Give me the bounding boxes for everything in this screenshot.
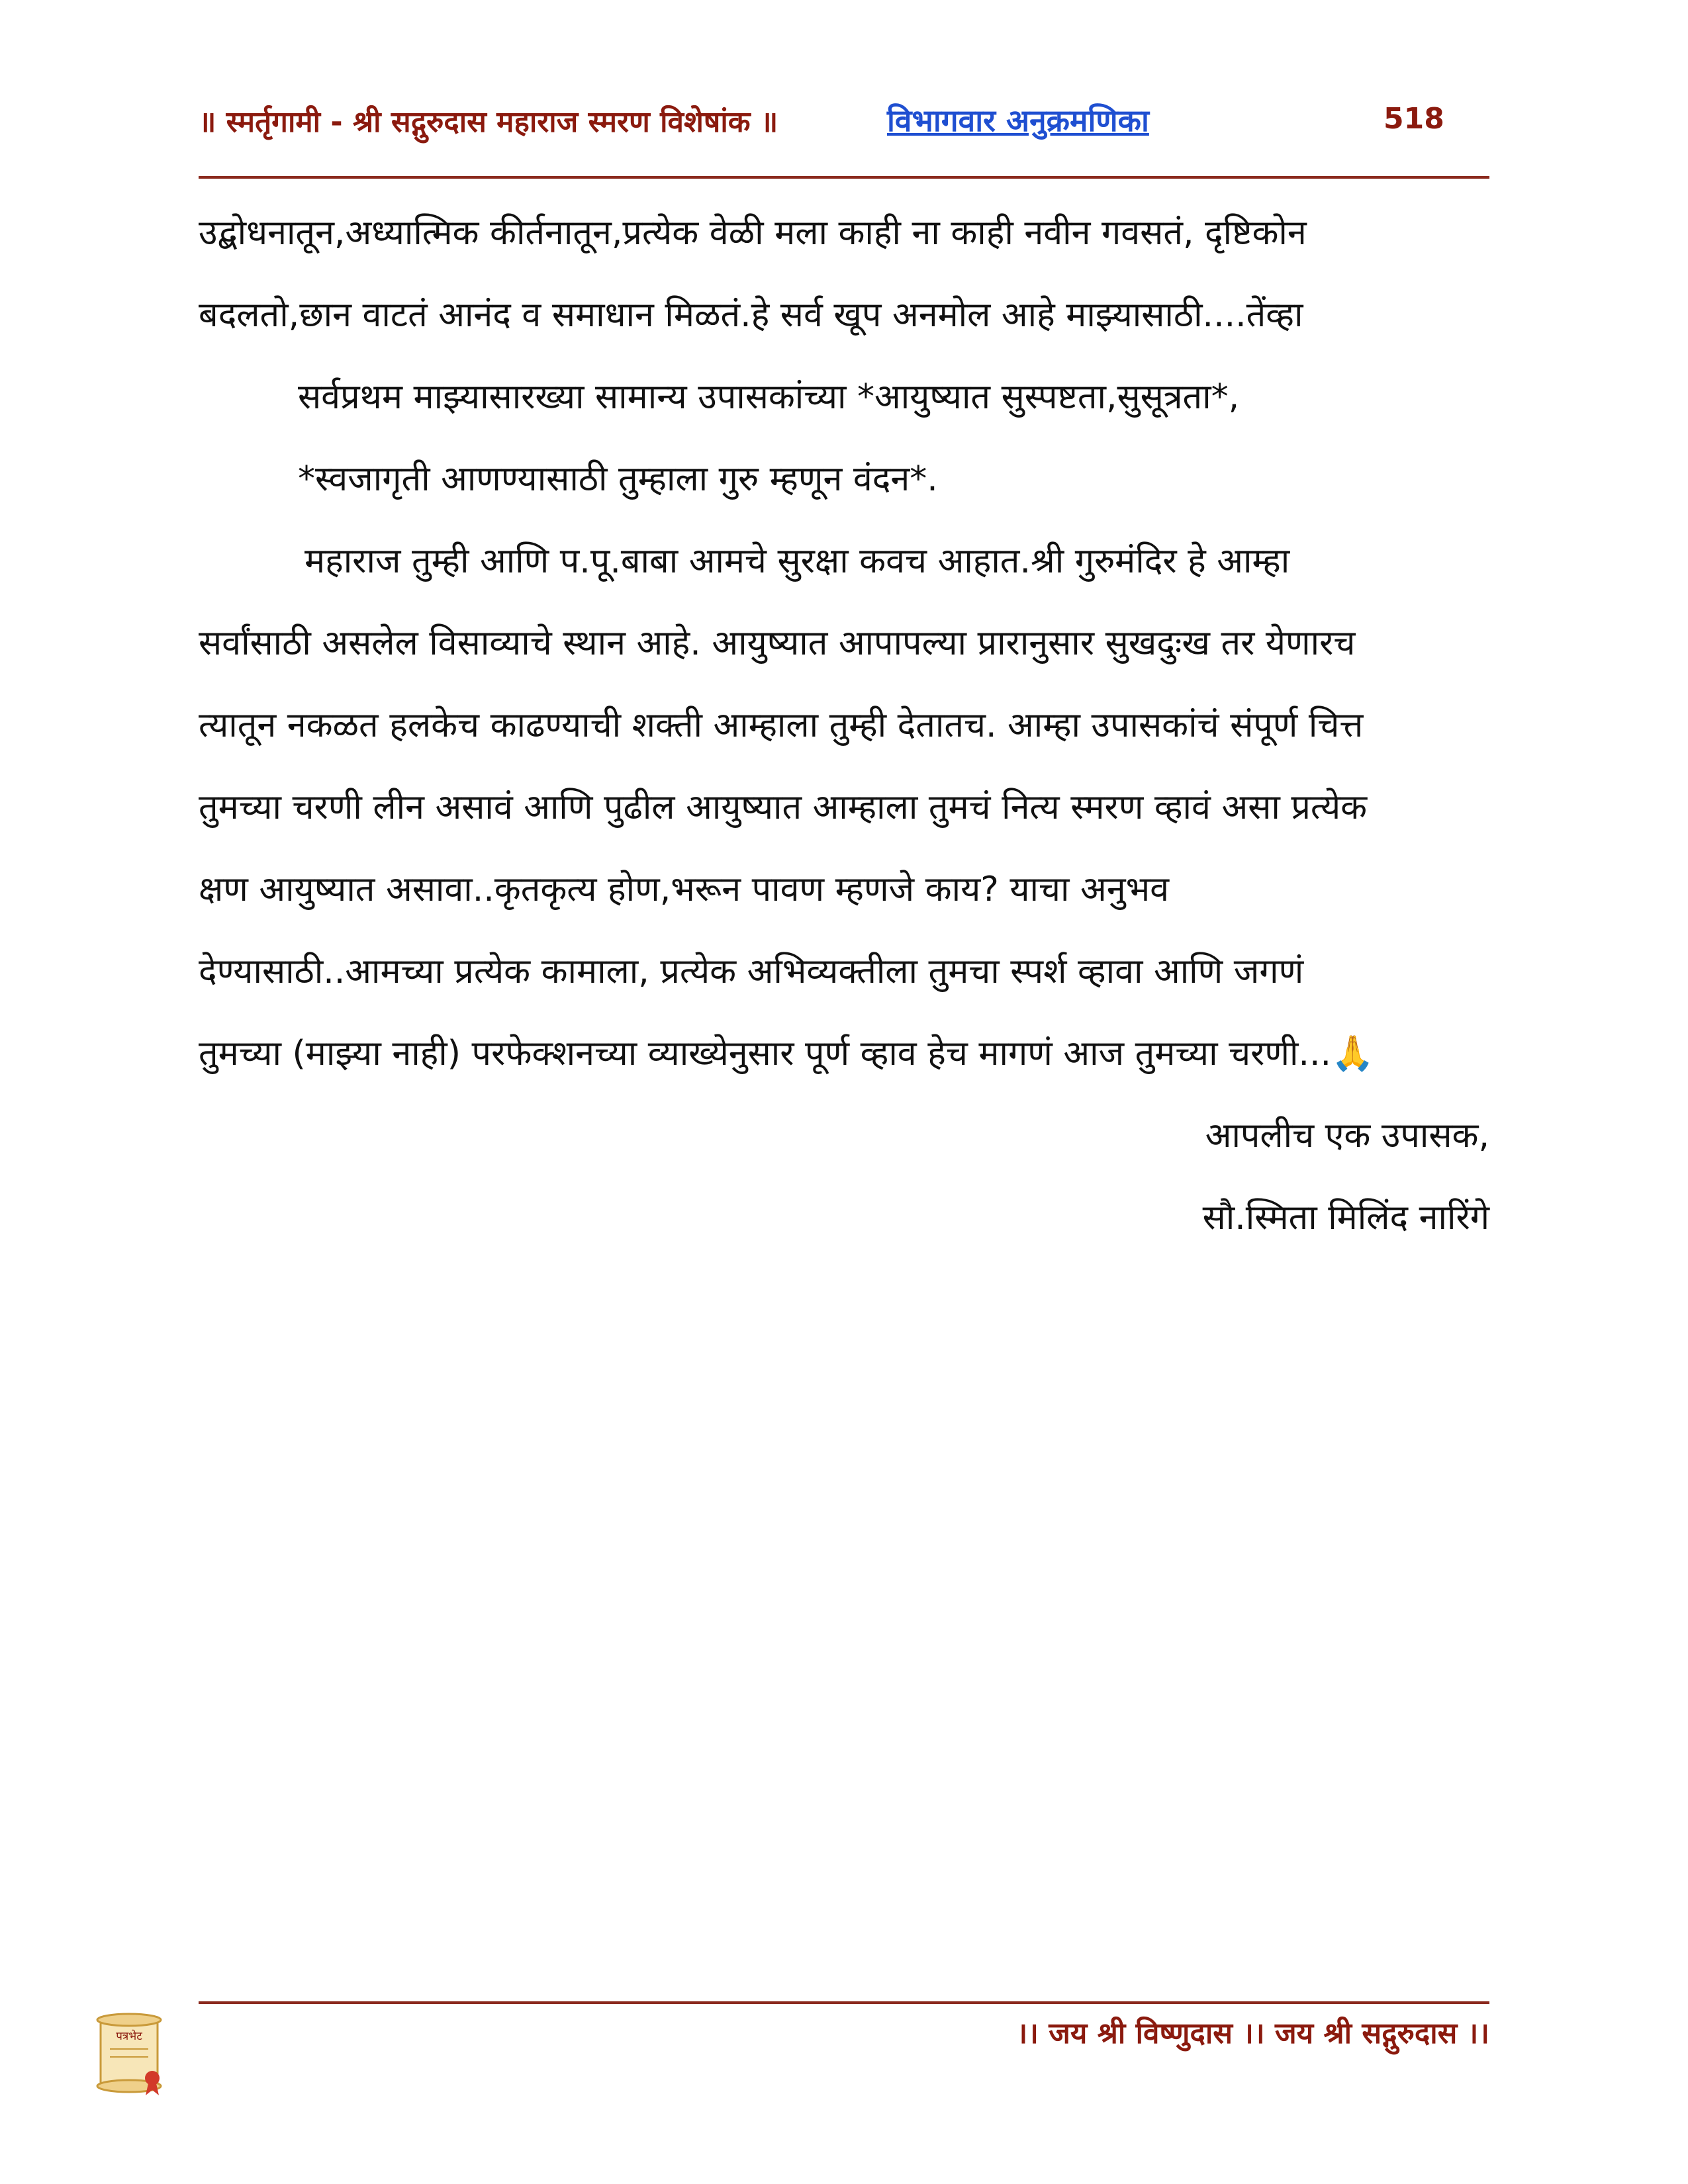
logo-text: पत्रभेट [116,2030,142,2043]
body-line: उद्बोधनातून,अध्यात्मिक कीर्तनातून,प्रत्येक वेळी मला काही ना काही नवीन गवसतं, दृष्टिकोन [199,213,1307,253]
footer-divider [199,2001,1489,2004]
body-line: सर्वप्रथम माझ्यासारख्या सामान्य उपासकांच्या *आयुष्यात सुस्पष्टता,सुसूत्रता*, [298,377,1240,417]
header-title: ॥ स्मर्तृगामी - श्री सद्गुरुदास महाराज स्मरण विशेषांक ॥ [199,105,778,139]
signature: सौ.स्मिता मिलिंद नारिंगे [1202,1198,1489,1238]
body-line: तुमच्या (माझ्या नाही) परफेक्शनच्या व्याख्येनुसार पूर्ण व्हाव हेच मागणं आज तुमच्या चरणी...🙏 [199,1034,1374,1073]
body-line: तुमच्या चरणी लीन असावं आणि पुढील आयुष्यात आम्हाला तुमचं नित्य स्मरण व्हावं असा प्रत्येक [199,788,1368,827]
header-divider [199,176,1489,179]
footer-text: ।। जय श्री विष्णुदास ।। जय श्री सद्गुरुदास ।। [1016,2017,1489,2050]
page-number: 518 [1383,102,1444,136]
scroll-icon [91,2012,171,2098]
page-header [199,93,1489,152]
letter-body [199,192,1496,1259]
section-index-link[interactable]: विभागवार अनुक्रमणिका [887,103,1149,138]
closing-line: आपलीच एक उपासक, [1205,1116,1489,1156]
body-line: देण्यासाठी..आमच्या प्रत्येक कामाला, प्रत्येक अभिव्यक्तीला तुमचा स्पर्श व्हावा आणि जगणं [199,952,1304,991]
body-line: क्षण आयुष्यात असावा..कृतकृत्य होण,भरून पावण म्हणजे काय? याचा अनुभव [199,870,1170,909]
body-line: *स्वजागृती आणण्यासाठी तुम्हाला गुरु म्हणून वंदन*. [298,459,938,499]
body-line: बदलतो,छान वाटतं आनंद व समाधान मिळतं.हे सर्व खूप अनमोल आहे माझ्यासाठी....तेंव्हा [199,295,1303,335]
body-line: त्यातून नकळत हलकेच काढण्याची शक्ती आम्हाला तुम्ही देतातच. आम्हा उपासकांचं संपूर्ण चित्त [199,705,1364,745]
body-line: सर्वांसाठी असलेल विसाव्याचे स्थान आहे. आयुष्यात आपापल्या प्रारानुसार सुखदुःख तर येणारच [199,623,1356,663]
body-line: महाराज तुम्ही आणि प.पू.बाबा आमचे सुरक्षा कवच आहात.श्री गुरुमंदिर हे आम्हा [305,541,1290,581]
